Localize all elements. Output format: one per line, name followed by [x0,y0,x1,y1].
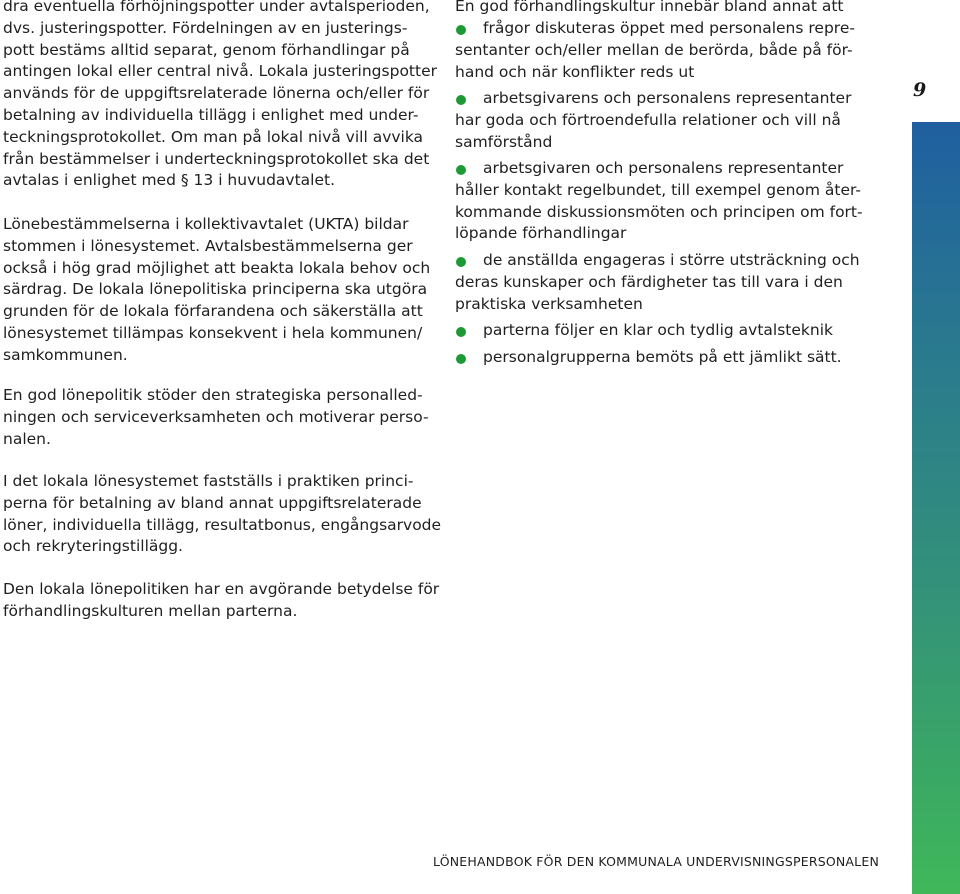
paragraph [3,471,441,558]
text-line: de anställda engageras i större utsträckning och [483,251,860,269]
text-line: arbetsgivarens och personalens representanter [483,89,852,107]
text-line: håller kontakt regelbundet, till exempel genom åter- [455,180,862,199]
text-line: samkommunen. [3,345,128,364]
text-line: nalen. [3,429,51,448]
text-line: kommande diskussionsmöten och principen om fort- [455,202,863,221]
page-number: 9 [913,79,927,101]
intro-text: En god förhandlingskultur innebär bland annat att [455,0,844,15]
decorative-band [912,122,960,894]
text-line: och rekryteringstillägg. [3,537,183,556]
text-line: hand och när konflikter reds ut [455,62,695,81]
text-line: Lönebestämmelserna i kollektivavtalet (UKTA) bildar [3,215,409,233]
bullet-icon [456,327,466,337]
text-line: I det lokala lönesystemet fastställs i praktiken princi- [3,472,414,490]
text-line: personalgrupperna bemöts på ett jämlikt sätt. [483,348,842,366]
text-line: också i hög grad möjlighet att beakta lokala behov och [3,258,431,277]
text-line: dra eventuella förhöjningspotter under avtalsperioden, [3,0,430,15]
text-line: deras kunskaper och färdigheter tas till vara i den [455,272,843,291]
text-line: perna för betalning av bland annat uppgiftsrelaterade [3,493,422,512]
list-item [455,250,860,315]
text-line: praktiska verksamheten [455,294,643,313]
text-line: parterna följer en klar och tydlig avtalsteknik [483,321,833,339]
text-line: antingen lokal eller central nivå. Lokala justeringspotter [3,62,437,81]
text-line: samförstånd [455,132,553,151]
paragraph [3,0,437,192]
paragraph [3,579,439,623]
text-line: löpande förhandlingar [455,224,627,243]
paragraph [3,385,429,450]
text-line: En god lönepolitik stöder den strategiska personalled- [3,386,423,404]
text-line: ningen och serviceverksamheten och motiverar perso- [3,407,429,426]
bullet-icon [456,257,466,267]
paragraph [3,214,430,367]
text-line: har goda och förtroendefulla relationer och vill nå [455,110,841,129]
text-line: stommen i lönesystemet. Avtalsbestämmelserna ger [3,236,413,255]
text-line: särdrag. De lokala lönepolitiska principerna ska utgöra [3,280,428,299]
bullet-icon [456,354,466,364]
text-line: används för de uppgiftsrelaterade lönerna och/eller för [3,84,430,103]
list-item [455,347,842,369]
text-line: avtalas i enlighet med § 13 i huvudavtalet. [3,171,336,190]
text-line: löner, individuella tillägg, resultatbonus, engångsarvode [3,515,442,534]
bullet-icon [456,95,466,105]
list-item [455,18,855,83]
text-line: förhandlingskulturen mellan parterna. [3,601,298,620]
list-item [455,88,851,153]
text-line: betalning av individuella tillägg i enlighet med under- [3,105,419,124]
list-item [455,320,833,342]
text-line: sentanter och/eller mellan de berörda, både på för- [455,40,853,59]
text-line: arbetsgivaren och personalens representanter [483,159,844,177]
text-line: frågor diskuteras öppet med personalens repre- [483,19,855,37]
text-line: grunden för de lokala förfarandena och säkerställa att [3,302,423,321]
bullet-icon [456,165,466,175]
text-line: Den lokala lönepolitiken har en avgörande betydelse för [3,580,440,598]
bullet-icon [456,25,466,35]
list-item [455,158,863,245]
text-line: pott bestäms alltid separat, genom förhandlingar på [3,40,410,59]
text-line: från bestämmelser i underteckningsprotokollet ska det [3,149,430,168]
text-line: teckningsprotokollet. Om man på lokal nivå vill avvika [3,127,424,146]
text-line: dvs. justeringspotter. Fördelningen av en justerings- [3,18,408,37]
text-line: lönesystemet tillämpas konsekvent i hela kommunen/ [3,323,423,342]
footer-text: LÖNEHANDBOK FÖR DEN KOMMUNALA UNDERVISNINGSPERSONALEN [433,854,879,869]
